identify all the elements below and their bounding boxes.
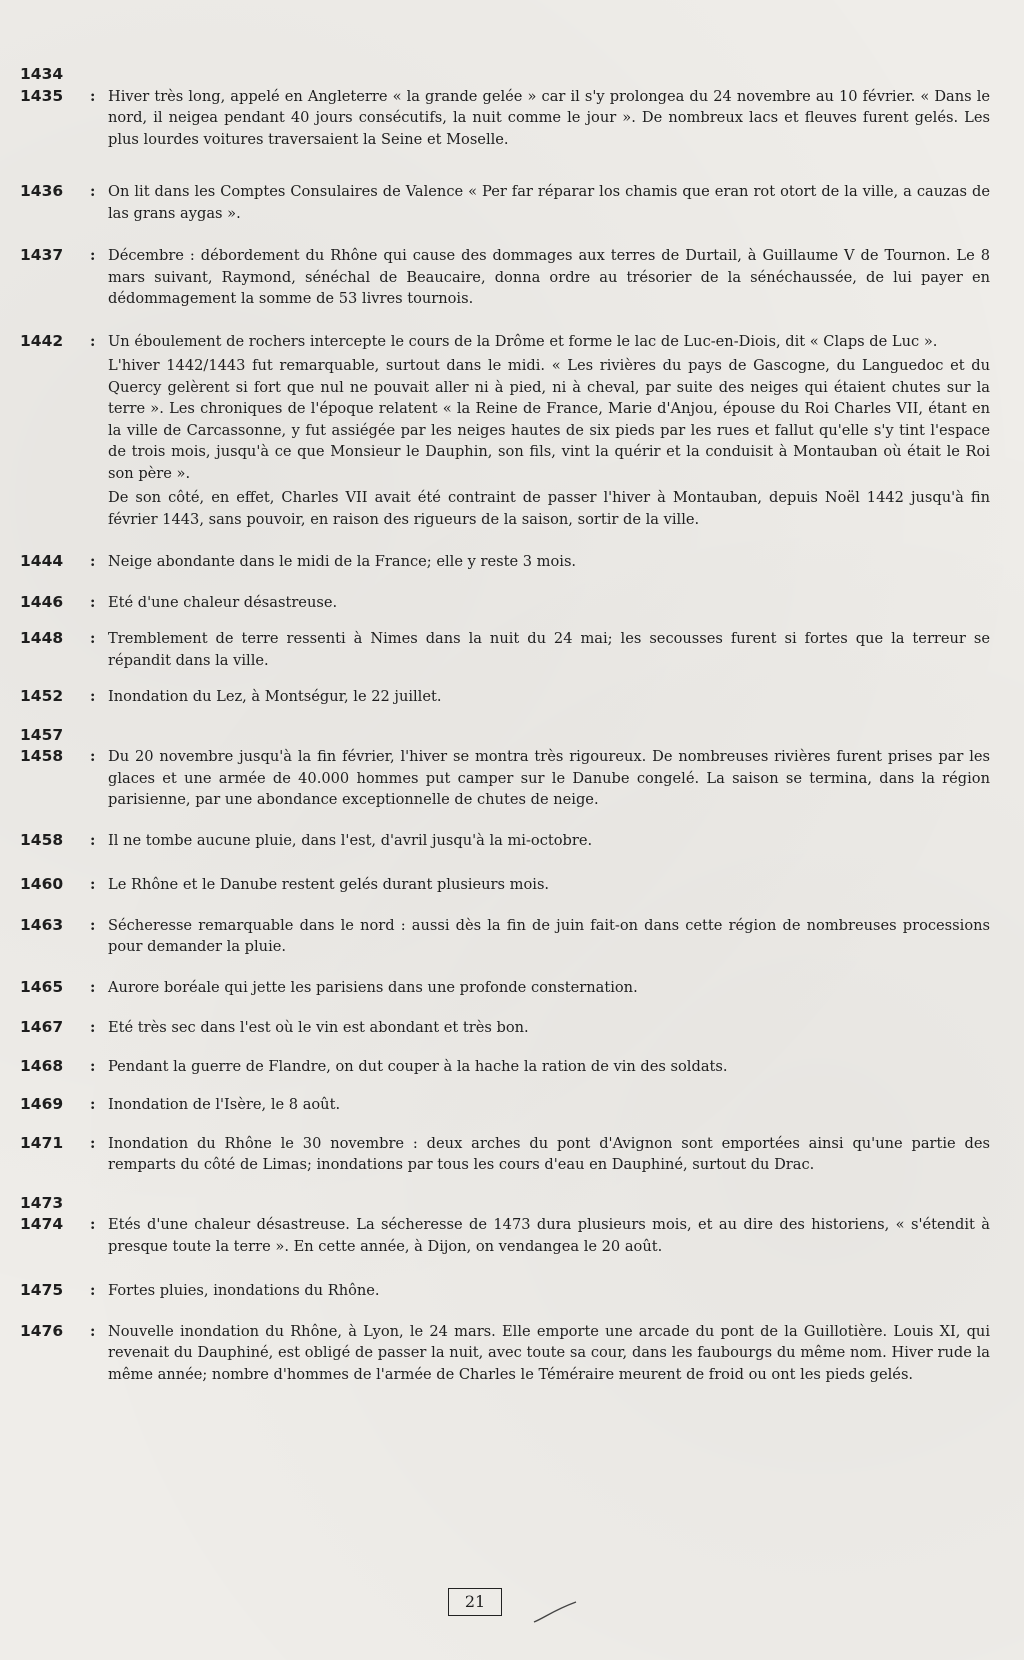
entry-text: [108, 1280, 990, 1305]
chronology-list: [20, 64, 990, 1404]
entry-years: [20, 977, 90, 999]
entry-paragraph: Pendant la guerre de Flandre, on dut couper à la hache la ration de vin des soldats.: [108, 1057, 728, 1075]
entry-years: [20, 1094, 90, 1116]
entry-separator: :: [90, 831, 96, 849]
entry-year: 1465: [20, 977, 64, 996]
entry-separator: :: [90, 630, 96, 647]
entry-separator: :: [90, 183, 96, 200]
entry-years: [20, 331, 90, 353]
entry-text: [108, 181, 990, 227]
entry-text: [108, 331, 990, 534]
entry-text: [108, 915, 990, 961]
entry-paragraph: Inondation du Rhône le 30 novembre : deux arches du pont d'Avignon sont emportées ainsi qu'une partie des remparts du côté de Limas; inondations par tous les cours d'eau en Dauphiné, surtout du Drac.: [108, 1134, 990, 1173]
entry-years: [20, 1280, 90, 1302]
entry-text: [108, 830, 990, 855]
chronology-entry: [20, 725, 990, 814]
entry-paragraph: Tremblement de terre ressenti à Nimes dans la nuit du 24 mai; les secousses furent si fortes que la terreur se répandit dans la ville.: [108, 630, 990, 669]
entry-text: [108, 1321, 990, 1389]
pen-mark-icon: [532, 1598, 578, 1626]
entry-paragraph: Aurore boréale qui jette les parisiens dans une profonde consternation.: [108, 978, 638, 996]
chronology-entry: [20, 592, 990, 617]
entry-paragraph: Eté d'une chaleur désastreuse.: [108, 593, 338, 611]
entry-year: 1460: [20, 875, 64, 893]
chronology-entry: [20, 181, 990, 227]
entry-year: 1471: [20, 1133, 64, 1152]
entry-year: 1436: [20, 182, 64, 200]
entry-years: [20, 830, 90, 852]
entry-paragraph: Il ne tombe aucune pluie, dans l'est, d'avril jusqu'à la mi-octobre.: [108, 831, 593, 849]
entry-year: 1458: [20, 830, 64, 849]
entry-text: [108, 628, 990, 674]
chronology-entry: [20, 1193, 990, 1261]
entry-text: [108, 977, 990, 1002]
entry-text: [108, 1017, 990, 1042]
entry-years: [20, 1321, 90, 1343]
entry-year: 1442: [20, 331, 64, 350]
entry-years: [20, 64, 90, 107]
page-number: 21: [448, 1588, 502, 1616]
entry-separator: :: [90, 748, 96, 765]
chronology-entry: [20, 245, 990, 313]
chronology-entry: [20, 1133, 990, 1179]
entry-paragraph: De son côté, en effet, Charles VII avait été contraint de passer l'hiver à Montauban, depuis Noël 1442 jusqu'à fin février 1443, sans pouvoir, en raison des rigueurs de la saison, sortir de la ville.: [108, 489, 990, 528]
entry-text: [108, 874, 990, 899]
entry-paragraph: Inondation du Lez, à Montségur, le 22 juillet.: [108, 688, 442, 705]
chronology-entry: [20, 1056, 990, 1081]
entry-year: 1435: [20, 86, 64, 105]
entry-paragraph: Inondation de l'Isère, le 8 août.: [108, 1096, 341, 1113]
entry-year: 1448: [20, 629, 64, 647]
entry-paragraph: Décembre : débordement du Rhône qui cause des dommages aux terres de Durtail, à Guillaume V de Tournon. Le 8 mars suivant, Raymond, sénéchal de Beaucaire, donna ordre au trésorier de la sénéchaussée, de lui payer en dédommagement la somme de 53 livres tournois.: [108, 247, 990, 307]
entry-separator: :: [90, 247, 96, 264]
entry-year: 1476: [20, 1321, 64, 1340]
entry-separator: :: [90, 1057, 96, 1075]
entry-year: 1458: [20, 747, 64, 765]
entry-paragraph: Hiver très long, appelé en Angleterre « la grande gelée » car il s'y prolongea du 24 novembre au 10 février. « Dans le nord, il neigea pendant 40 jours consécutifs, la nuit comme le jour ». De nombreux lacs et fleuves furent gelés. Les plus lourdes voitures traversaient la Seine et Moselle.: [108, 87, 990, 148]
chronology-entry: [20, 1094, 990, 1119]
entry-years: [20, 592, 90, 614]
entry-separator: :: [90, 1216, 96, 1233]
entry-year: 1457: [20, 725, 64, 744]
chronology-entry: [20, 977, 990, 1002]
entry-text: [108, 64, 990, 153]
entry-separator: :: [90, 1096, 96, 1113]
entry-years: [20, 686, 90, 708]
entry-text: [108, 686, 990, 711]
chronology-entry: [20, 628, 990, 674]
entry-text: [108, 725, 990, 814]
entry-year: 1434: [20, 65, 64, 83]
entry-separator: :: [90, 688, 96, 705]
chronology-entry: [20, 915, 990, 961]
entry-separator: :: [90, 1282, 96, 1299]
chronology-entry: [20, 331, 990, 534]
chronology-entry: [20, 830, 990, 855]
entry-years: [20, 245, 90, 267]
entry-separator: :: [90, 593, 96, 611]
entry-paragraph: Etés d'une chaleur désastreuse. La sécheresse de 1473 dura plusieurs mois, et au dire des historiens, « s'étendit à presque toute la terre ». En cette année, à Dijon, on vendangea le 20 août.: [108, 1216, 990, 1255]
entry-year: 1473: [20, 1193, 64, 1212]
entry-year: 1446: [20, 592, 64, 611]
entry-paragraph: Un éboulement de rochers intercepte le cours de la Drôme et forme le lac de Luc-en-Diois, dit « Claps de Luc ».: [108, 332, 938, 350]
entry-years: [20, 1017, 90, 1039]
chronology-entry: [20, 1321, 990, 1389]
entry-paragraph: Le Rhône et le Danube restent gelés durant plusieurs mois.: [108, 876, 550, 893]
entry-years: [20, 181, 90, 203]
entry-paragraph: Sécheresse remarquable dans le nord : aussi dès la fin de juin fait-on dans cette région de nombreuses processions pour demander la pluie.: [108, 916, 990, 955]
entry-separator: :: [90, 916, 96, 934]
entry-paragraph: Nouvelle inondation du Rhône, à Lyon, le 24 mars. Elle emporte une arcade du pont de la Guillotière. Louis XI, qui revenait du Dauphiné, est obligé de passer la nuit, avec toute sa cour, dans les faubourgs du même nom. Hiver rude la même année; nombre d'hommes de l'armée de Charles le Téméraire meurent de froid ou ont les pieds gelés.: [108, 1322, 990, 1383]
entry-text: [108, 245, 990, 313]
entry-text: [108, 1094, 990, 1119]
entry-year: 1469: [20, 1095, 64, 1113]
entry-text: [108, 592, 990, 617]
entry-year: 1437: [20, 246, 64, 264]
entry-paragraph: Du 20 novembre jusqu'à la fin février, l'hiver se montra très rigoureux. De nombreuses rivières furent prises par les glaces et une armée de 40.000 hommes put camper sur le Danube congelé. La saison se termina, dans la région parisienne, par une abondance exceptionnelle de chutes de neige.: [108, 748, 990, 808]
entry-year: 1452: [20, 687, 64, 705]
chronology-entry: [20, 1017, 990, 1042]
entry-years: [20, 915, 90, 937]
entry-separator: :: [90, 332, 96, 350]
entry-years: [20, 1193, 90, 1236]
entry-years: [20, 551, 90, 573]
entry-year: 1474: [20, 1215, 64, 1233]
entry-years: [20, 628, 90, 650]
entry-paragraph: L'hiver 1442/1443 fut remarquable, surtout dans le midi. « Les rivières du pays de Gascogne, du Languedoc et du Quercy gelèrent si fort que nul ne pouvait aller ni à pied, ni à cheval, par suite des neiges qui étaient chutes sur la terre ». Les chroniques de l'époque relatent « la Reine de France, Marie d'Anjou, épouse du Roi Charles VII, étant en la ville de Carcassonne, y fut assiégée par les neiges hautes de six pieds par les rues et fallut qu'elle s'y tint l'espace de trois mois, jusqu'à ce que Monsieur le Dauphin, son fils, vint la quérir et la conduisit à Montauban où était le Roi son père ».: [108, 357, 990, 482]
entry-year: 1444: [20, 552, 64, 570]
entry-years: [20, 1133, 90, 1155]
entry-year: 1463: [20, 915, 64, 934]
entry-year: 1467: [20, 1018, 64, 1036]
entry-separator: :: [90, 1134, 96, 1152]
entry-separator: :: [90, 876, 96, 893]
chronology-entry: [20, 64, 990, 153]
entry-years: [20, 725, 90, 768]
entry-year: 1475: [20, 1281, 64, 1299]
chronology-entry: [20, 551, 990, 576]
entry-text: [108, 1193, 990, 1261]
entry-text: [108, 551, 990, 576]
chronology-entry: [20, 1280, 990, 1305]
entry-separator: :: [90, 87, 96, 105]
entry-paragraph: Neige abondante dans le midi de la France; elle y reste 3 mois.: [108, 553, 577, 570]
entry-years: [20, 1056, 90, 1078]
entry-text: [108, 1056, 990, 1081]
entry-separator: :: [90, 1322, 96, 1340]
chronology-entry: [20, 874, 990, 899]
entry-year: 1468: [20, 1056, 64, 1075]
entry-paragraph: On lit dans les Comptes Consulaires de Valence « Per far réparar los chamis que eran rot otort de la ville, a cauzas de las grans aygas ».: [108, 183, 990, 222]
entry-text: [108, 1133, 990, 1179]
entry-paragraph: Eté très sec dans l'est où le vin est abondant et très bon.: [108, 1019, 529, 1036]
chronology-entry: [20, 686, 990, 711]
entry-separator: :: [90, 1019, 96, 1036]
entry-separator: :: [90, 553, 96, 570]
entry-separator: :: [90, 978, 96, 996]
entry-years: [20, 874, 90, 896]
entry-paragraph: Fortes pluies, inondations du Rhône.: [108, 1282, 380, 1299]
